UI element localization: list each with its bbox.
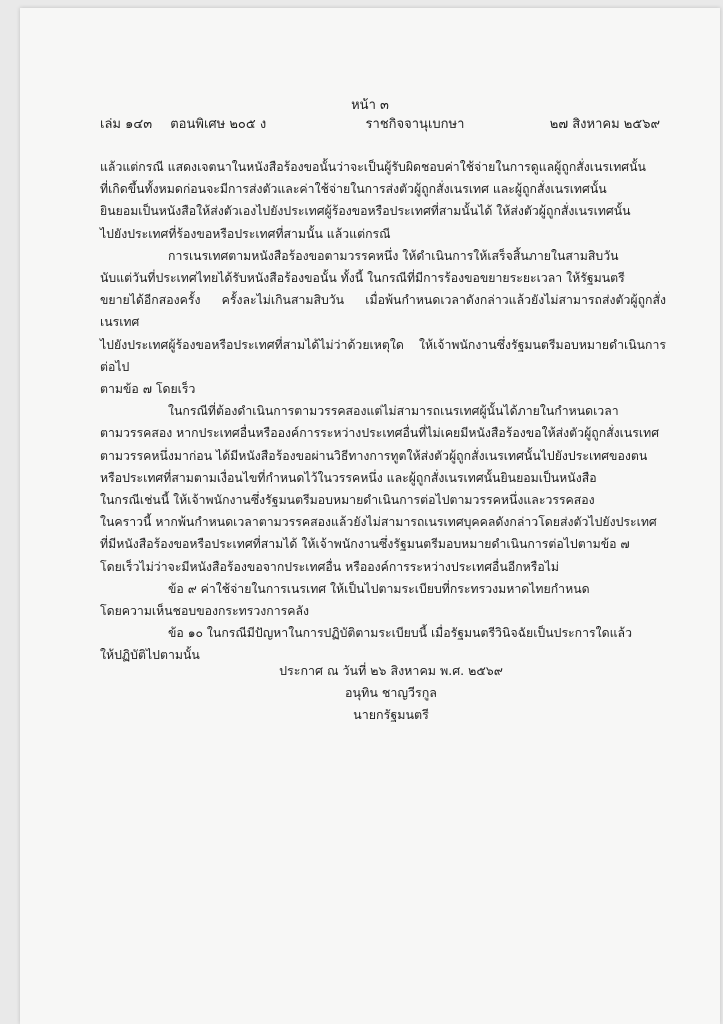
document-page — [20, 8, 720, 1024]
paragraph: ในกรณีที่ต้องดำเนินการตามวรรคสองแต่ไม่สามารถเนรเทศผู้นั้นได้ภายในกำหนดเวลา ตามวรรคสอง หากประเทศอื่นหรือองค์การระหว่างประเทศอื่นที่ไม่เคยมีหนังสือร้องขอให้ส่งตัวผู้ถูกสั่งเนรเทศ ตามวรรคหนึ่งมาก่อน ได้มีหนังสือร้องขอผ่านวิธีทางการทูตให้ส่งตัวผู้ถูกสั่งเนรเทศนั้นไปยังประเทศของตน หรือประเทศที่สามตามเงื่อนไขที่กำหนดไว้ในวรรคหนึ่ง และผู้ถูกสั่งเนรเทศนั้นยินยอมเป็นหนังสือ ในกรณีเช่นนี้ ให้เจ้าพนักงานซึ่งรัฐมนตรีมอบหมายดำเนินการต่อไปตามวรรคหนึ่งและวรรคสอง ในคราวนี้ หากพ้นกำหนดเวลาตามวรรคสองแล้วยังไม่สามารถเนรเทศบุคคลดังกล่าวโดยส่งตัวไปยังประเทศ ที่มีหนังสือร้องขอหรือประเทศที่สามได้ ให้เจ้าพนักงานซึ่งรัฐมนตรีมอบหมายดำเนินการต่อไปตามข้อ ๗ โดยเร็วไม่ว่าจะมีหนังสือร้องขอจากประเทศอื่น หรือองค์การระหว่างประเทศอื่นอีกหรือไม่ — [100, 404, 660, 574]
paragraph: แล้วแต่กรณี แสดงเจตนาในหนังสือร้องขอนั้นว่าจะเป็นผู้รับผิดชอบค่าใช้จ่ายในการดูแลผู้ถูกสั่งเนรเทศนั้น ที่เกิดขึ้นทั้งหมดก่อนจะมีการส่งตัวและค่าใช้จ่ายในการส่งตัวผู้ถูกสั่งเนรเทศ และผู้ถูกสั่งเนรเทศนั้น ยินยอมเป็นหนังสือให้ส่งตัวเองไปยังประเทศผู้ร้องขอหรือประเทศที่สามนั้นได้ ให้ส่งตัวผู้ถูกสั่งเนรเทศนั้น ไปยังประเทศที่ร้องขอหรือประเทศที่สามนั้น แล้วแต่กรณี — [100, 160, 646, 241]
gazette-date: ๒๗ สิงหาคม ๒๕๖๙ — [549, 117, 660, 132]
paragraph: ข้อ ๙ ค่าใช้จ่ายในการเนรเทศ ให้เป็นไปตามระเบียบที่กระทรวงมหาดไทยกำหนด โดยความเห็นชอบของกระทรวงการคลัง — [100, 581, 590, 619]
gazette-name: ราชกิจจานุเบกษา — [365, 117, 465, 132]
signatory-name: อนุทิน ชาญวีรกูล — [345, 685, 437, 700]
paragraph: ข้อ ๑๐ ในกรณีมีปัญหาในการปฏิบัติตามระเบียบนี้ เมื่อรัฐมนตรีวินิจฉัยเป็นประการใดแล้ว ให้ปฏิบัติไปตามนั้น — [100, 626, 632, 663]
paragraph: การเนรเทศตามหนังสือร้องขอตามวรรคหนึ่ง ให้ดำเนินการให้เสร็จสิ้นภายในสามสิบวัน นับแต่วันที่ประเทศไทยได้รับหนังสือร้องขอนั้น ทั้งนี้ ในกรณีที่มีการร้องขอขยายระยะเวลา ให้รัฐมนตรี ขยายได้อีกสองครั้ง ครั้งละไม่เกินสามสิบวัน เมื่อพ้นกำหนดเวลาดังกล่าวแล้วยังไม่สามารถส่งตัวผู้ถูกสั่งเนรเทศ ไปยังประเทศผู้ร้องขอหรือประเทศที่สามได้ไม่ว่าด้วยเหตุใด ให้เจ้าพนักงานซึ่งรัฐมนตรีมอบหมายดำเนินการต่อไป ตามข้อ ๗ โดยเร็ว — [100, 248, 666, 397]
signatory-position: นายกรัฐมนตรี — [353, 707, 429, 722]
document-body — [100, 156, 666, 667]
header-left — [100, 113, 280, 134]
page-number: หน้า ๓ — [351, 98, 389, 113]
announcement-date: ประกาศ ณ วันที่ ๒๖ สิงหาคม พ.ศ. ๒๕๖๙ — [279, 663, 503, 678]
volume-label: เล่ม ๑๔๓ — [100, 117, 153, 132]
issue-label: ตอนพิเศษ ๒๐๕ ง — [170, 117, 267, 132]
signature-block — [20, 660, 720, 726]
gazette-header — [100, 113, 660, 134]
